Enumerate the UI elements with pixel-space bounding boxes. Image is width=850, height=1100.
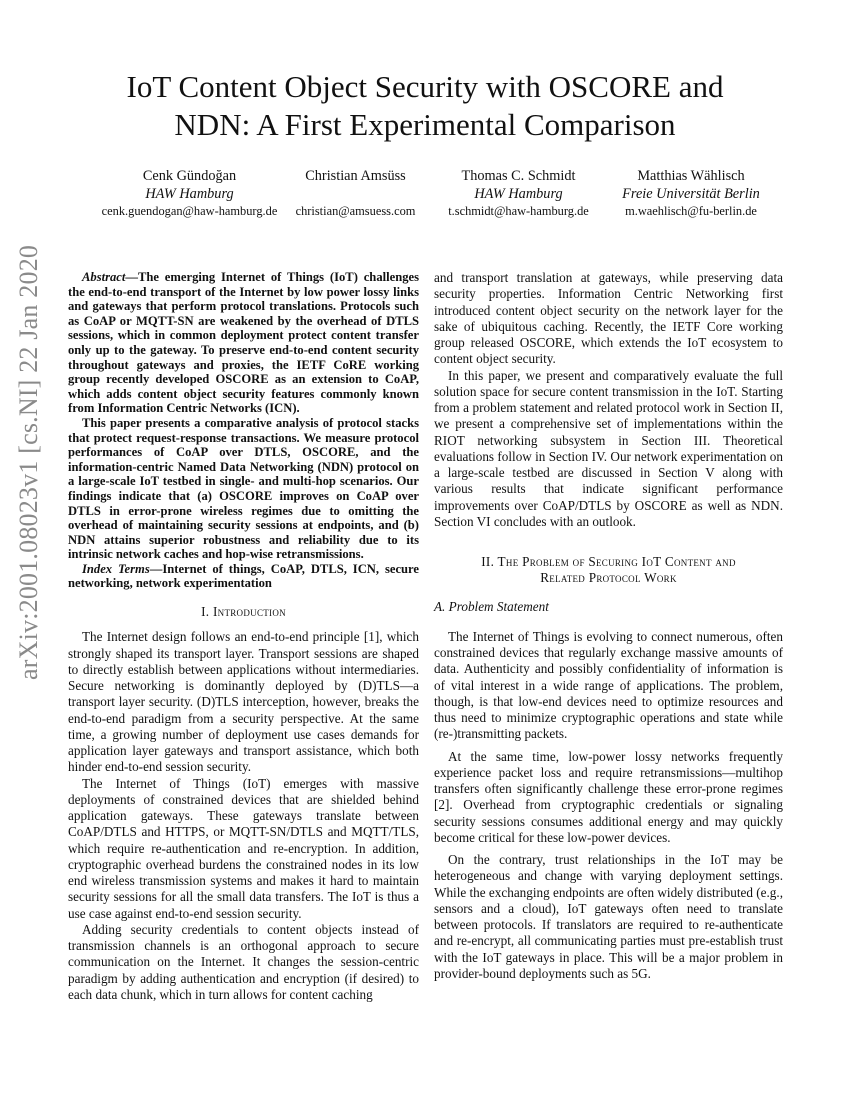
- author-block: [606, 168, 776, 221]
- index-terms: Internet of things, CoAP, DTLS, ICN, secure networking, network experimentation: [68, 561, 419, 591]
- right-column: [434, 270, 783, 982]
- author-affiliation: Freie Universität Berlin: [622, 185, 760, 202]
- problem-paragraph-2: At the same time, low-power lossy networks frequently experience packet loss and require retransmissions—multihop transfers often significantly challenge these error-prone regimes [2]. Overhead from cryptographic credentials or signaling security sessions consumes additional energy and may quickly become critical for these low-power devices.: [434, 748, 783, 845]
- subsection-heading-problem-statement: A. Problem Statement: [434, 598, 549, 614]
- abstract-label: Abstract: [82, 270, 126, 284]
- author-name: Thomas C. Schmidt: [461, 168, 576, 184]
- section-heading-introduction: I. Introduction: [201, 604, 286, 620]
- author-block: [288, 168, 423, 221]
- intro-paragraph-2: The Internet of Things (IoT) emerges with massive deployments of constrained devices that are shielded behind application gateways. These gateways translate between CoAP/DTLS and HTTPS, or MQTT-SN/DTLS and MQTT/TLS, which require re-authentication and re-encryption. In addition, cryptographic overhead burdens the constrained nodes in its low end wireless transmission systems and makes it hard to maintain security sessions for all the small data transfers. The IoT is thus a use case against end-to-end session security.: [68, 775, 419, 921]
- abstract: Abstract—The emerging Internet of Things (IoT) challenges the end-to-end transport of the Internet by low power lossy links and gateways that perform protocol translations. Protocols such as CoAP or MQTT-SN are weakened by the overhead of DTLS sessions, which in common deployment protect content transfer only up to the gateway. To preserve end-to-end content security throughout gateways and proxies, the IETF CoRE working group recently developed OSCORE as an extension to CoAP, which adds content object security features commonly known from Information Centric Networks (ICN). This paper presents a comparative analysis of protocol stacks that protect request-response transactions. We measure protocol performances of CoAP over DTLS, OSCORE, and the information-centric Named Data Networking (NDN) protocol on a large-scale IoT testbed in single- and multi-hop scenarios. Our findings indicate that (a) OSCORE improves on CoAP over DTLS in error-prone wireless regimes due to omitting the overhead of maintaining security sessions at endpoints, and (b) NDN attains superior robustness and reliability due to its intrinsic network caches and hop-wise retransmissions. Index Terms—Internet of things, CoAP, DTLS, ICN, secure networking, network experimentation: [68, 270, 419, 591]
- abstract-paragraph-2: This paper presents a comparative analysis of protocol stacks that protect request-response transactions. We measure protocol performances of CoAP over DTLS, OSCORE, and the information-centric Named Data Networking (NDN) protocol on a large-scale IoT testbed in single- and multi-hop scenarios. Our findings indicate that (a) OSCORE improves on CoAP over DTLS in error-prone wireless regimes due to omitting the overhead of maintaining security sessions at endpoints, and (b) NDN attains superior robustness and reliability due to its intrinsic network caches and hop-wise retransmissions.: [68, 415, 419, 562]
- section-heading-line-2: Related Protocol Work: [540, 570, 677, 586]
- problem-paragraph-3: On the contrary, trust relationships in the IoT may be heterogeneous and change with varying deployment settings. While the exchanging endpoints are often widely distributed (e.g., sensors and a cloud), IoT gateways often need to translate between protocols. If translators are required to re-authenticate and re-encrypt, all communicating parties must pre-establish trust with the IoT gateways in place. This will be a major problem in provider-bound deployments such as 5G.: [434, 852, 783, 981]
- author-email: m.waehlisch@fu-berlin.de: [625, 204, 757, 218]
- problem-paragraph-1: The Internet of Things is evolving to connect numerous, often constrained devices that regularly exchange massive amounts of data. Authenticity and possibly confidentiality of information is of vital interest in a wide range of applications. The problem, though, is that low-end devices need to optimize resources and thus need to minimize cryptographic operations and state while (re-)transmitting packets.: [434, 628, 783, 742]
- author-affiliation: HAW Hamburg: [145, 185, 234, 202]
- abstract-paragraph-1: The emerging Internet of Things (IoT) challenges the end-to-end transport of the Internet by low power lossy links and gateways that perform protocol translations. Protocols such as CoAP or MQTT-SN are weakened by the overhead of DTLS sessions, which in common deployment protect content transfer only up to the gateway. To preserve end-to-end content security throughout gateways and proxies, the IETF CoRE working group recently developed OSCORE as an extension to CoAP, which adds content object security features commonly known from Information Centric Networks (ICN).: [68, 270, 419, 416]
- author-name: Cenk Gündoğan: [142, 168, 237, 184]
- author-email: christian@amsuess.com: [295, 204, 416, 218]
- author-block: [92, 168, 287, 221]
- arxiv-identifier: arXiv:2001.08023v1 [cs.NI] 22 Jan 2020: [14, 244, 43, 680]
- author-email: cenk.guendogan@haw-hamburg.de: [101, 204, 278, 218]
- title-line-2: NDN: A First Experimental Comparison: [174, 107, 676, 142]
- author-email: t.schmidt@haw-hamburg.de: [448, 204, 589, 218]
- intro-paragraph-3: Adding security credentials to content objects instead of transmission channels is an orthogonal approach to secure communication on the Internet. It changes the session-centric paradigm by adding authentication and encryption (if desired) to each data chunk, which in turn allows for content caching: [68, 921, 419, 1002]
- title-line-1: IoT Content Object Security with OSCORE and: [126, 69, 724, 104]
- author-name: Matthias Wählisch: [637, 168, 745, 184]
- author-affiliation: [288, 186, 423, 204]
- left-column: [68, 270, 419, 1003]
- author-name: Christian Amsüss: [305, 168, 406, 184]
- index-terms-label: Index Terms: [82, 561, 150, 576]
- paper-title: [60, 68, 790, 144]
- section-heading-problem: [434, 554, 783, 587]
- intro-paragraph-3-continued: and transport translation at gateways, while preserving data security properties. Information Centric Networking first introduced content object security on the network layer for the sake of ubiquitous caching. Recently, the IETF Core working group released OSCORE, which extends the IoT ecosystem to content object security.: [434, 270, 783, 367]
- author-affiliation: HAW Hamburg: [474, 185, 563, 202]
- section-heading-line-1: II. The Problem of Securing IoT Content and: [481, 554, 736, 569]
- author-block: [436, 168, 601, 221]
- intro-paragraph-4: In this paper, we present and comparatively evaluate the full solution space for secure content transmission in the IoT. Starting from a problem statement and related protocol work in Section II, we present a comprehensive set of implementations within the RIOT networking subsystem in Section III. Theoretical evaluations follow in Section IV. Our network experimentation on a large-scale testbed are discussed in Section V along with various results that indicate significant performance improvements over CoAP/DTLS by OSCORE as well as NDN. Section VI concludes with an outlook.: [434, 367, 783, 529]
- intro-paragraph-1: The Internet design follows an end-to-end principle [1], which strongly shaped its transport layer. Transport sessions are shaped to directly establish between applications without intermediaries. Secure networking is dominantly deployed by (D)TLS—a transport layer security. (D)TLS interception, however, breaks the end-to-end paradigm from a security perspective. At the same time, a growing number of deployment use cases demands for application layer gateways and transport assistance, which both hinder end-to-end session security.: [68, 629, 419, 775]
